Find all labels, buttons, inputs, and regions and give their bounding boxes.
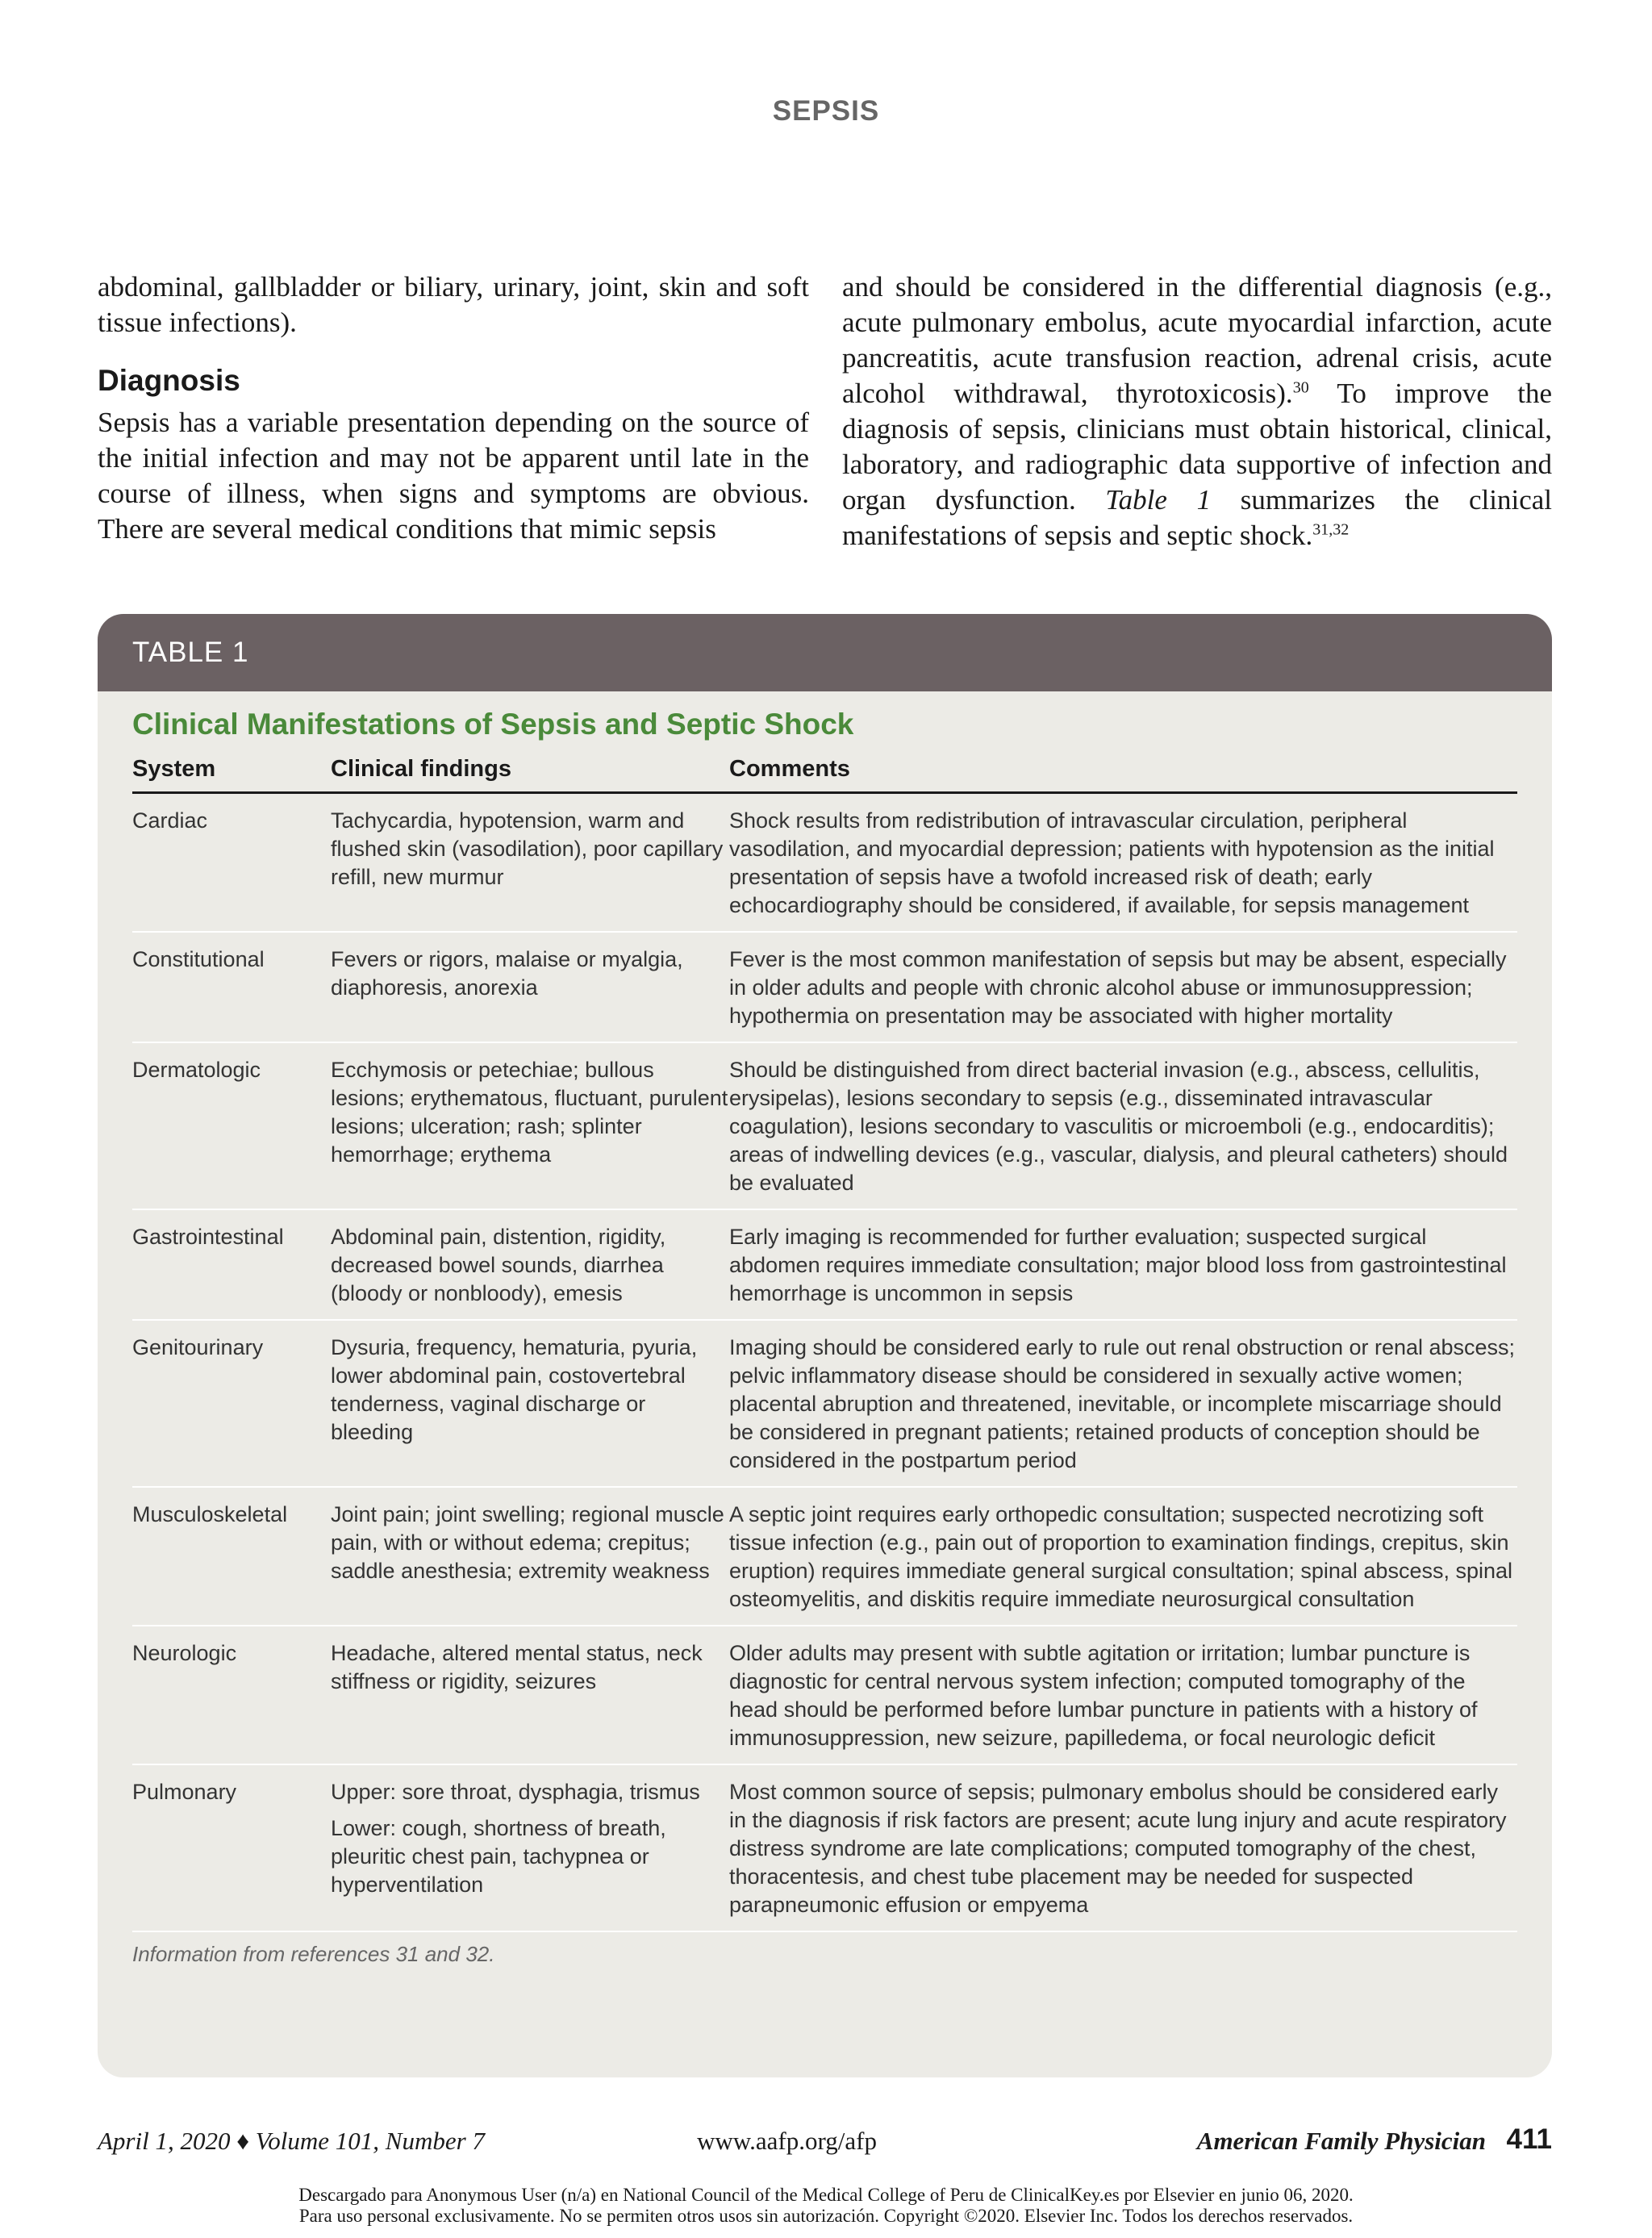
finding-text: Tachycardia, hypotension, warm and flushed skin (vasodilation), poor capillary refill, new murmur (331, 808, 724, 889)
table-body (132, 753, 1517, 1932)
finding-text: Upper: sore throat, dysphagia, trismus (331, 1780, 700, 1804)
footer-journal: American Family Physician (1196, 2127, 1486, 2155)
footer-date-volume: April 1, 2020 ♦ Volume 101, Number 7 (98, 2127, 485, 2155)
table-reference: Table 1 (1105, 484, 1212, 516)
table-footnote: Information from references 31 and 32. (132, 1942, 495, 1966)
header-comments: Comments (729, 756, 850, 782)
table-row (132, 933, 1517, 1043)
cell-comments: Most common source of sepsis; pulmonary embolus should be considered early in the diagnosis if risk factors are present; acute lung injury and acute respiratory distress syndrome are late complications; computed tomography of the chest, thoracentesis, and chest tube placement may be needed for suspected parapneumonic effusion or empyema (729, 1780, 1507, 1917)
page-number: 411 (1506, 2123, 1552, 2155)
table-row (132, 1043, 1517, 1210)
finding-text: Lower: cough, shortness of breath, pleuritic chest pain, tachypnea or hyperventilation (331, 1816, 666, 1897)
right-paragraph (842, 269, 1552, 553)
cell-system: Constitutional (132, 947, 265, 971)
cell-clinical-findings (331, 946, 729, 1030)
cell-comments: A septic joint requires early orthopedic consultation; suspected necrotizing soft tissue infection (e.g., pain out of proportion to examination findings, crepitus, skin eruption) requires immediate general surgical consultation; spinal abscess, spinal osteomyelitis, and diskitis require immediate neurosurgical consultation (729, 1502, 1513, 1611)
table-title: Clinical Manifestations of Sepsis and Septic Shock (132, 708, 854, 741)
right-text-b: To improve the diagnosis of sepsis, clinicians must obtain historical, clinical, laboratory, and radiographic data supportive of infection and organ dysfunction. (842, 378, 1552, 516)
right-text-c: summarizes the clinical manifestations of sepsis and septic shock. (842, 484, 1552, 551)
cell-system: Pulmonary (132, 1780, 237, 1804)
finding-text: Headache, altered mental status, neck stiffness or rigidity, seizures (331, 1641, 703, 1693)
cell-clinical-findings (331, 1334, 729, 1475)
left-column (98, 269, 809, 547)
citation-30: 30 (1292, 378, 1309, 397)
left-paragraph-1: abdominal, gallbladder or biliary, urinary, joint, skin and soft tissue infections). (98, 271, 809, 338)
left-paragraph-2: Sepsis has a variable presentation depending on the source of the initial infection and may not be apparent until late in the course of illness, when signs and symptoms are obvious. There are several medical conditions that mimic sepsis (98, 407, 809, 545)
cell-system: Genitourinary (132, 1335, 264, 1359)
download-disclaimer (0, 2185, 1652, 2227)
disclaimer-line-2: Para uso personal exclusivamente. No se permiten otros usos sin autorización. Copyright ©2020. Elsevier Inc. Todos los derechos reservados. (298, 2206, 1354, 2226)
finding-text: Fevers or rigors, malaise or myalgia, diaphoresis, anorexia (331, 947, 683, 1000)
header-clinical-findings: Clinical findings (331, 756, 511, 782)
finding-text: Joint pain; joint swelling; regional muscle pain, with or without edema; crepitus; saddle anesthesia; extremity weakness (331, 1502, 724, 1583)
cell-comments: Early imaging is recommended for further evaluation; suspected surgical abdomen requires immediate consultation; major blood loss from gastrointestinal hemorrhage is uncommon in sepsis (729, 1225, 1507, 1305)
cell-system: Dermatologic (132, 1058, 261, 1082)
finding-text: Ecchymosis or petechiae; bullous lesions; erythematous, fluctuant, purulent lesions; ulceration; rash; splinter hemorrhage; erythema (331, 1058, 728, 1167)
disclaimer-line-1: Descargado para Anonymous User (n/a) en National Council of the Medical College of Peru de ClinicalKey.es por Elsevier en junio 06, 2020. (298, 2185, 1354, 2205)
section-heading-diagnosis: Diagnosis (98, 364, 240, 397)
right-text-a: and should be considered in the differential diagnosis (e.g., acute pulmonary embolus, acute myocardial infarction, acute pancreatitis, acute transfusion reaction, adrenal crisis, acute alcohol withdrawal, thyrotoxicosis). (842, 271, 1552, 409)
table-row (132, 1765, 1517, 1932)
cell-system: Cardiac (132, 808, 208, 833)
cell-clinical-findings (331, 1639, 729, 1752)
table-rows (132, 794, 1517, 1932)
cell-clinical-findings (331, 1056, 729, 1197)
table-label: TABLE 1 (98, 614, 1552, 691)
page-footer (98, 2123, 1552, 2162)
table-row (132, 1321, 1517, 1488)
cell-clinical-findings (331, 807, 729, 920)
citation-31-32: 31,32 (1312, 520, 1350, 539)
table-row (132, 794, 1517, 933)
cell-comments: Fever is the most common manifestation of sepsis but may be absent, especially in older adults and people with chronic alcohol abuse or immunosuppression; hypothermia on presentation may be associated with higher mortality (729, 947, 1507, 1028)
table-row (132, 1626, 1517, 1765)
finding-text: Abdominal pain, distention, rigidity, decreased bowel sounds, diarrhea (bloody or nonbloody), emesis (331, 1225, 666, 1305)
table-row (132, 1488, 1517, 1626)
table-1 (98, 614, 1552, 2077)
cell-clinical-findings (331, 1778, 729, 1919)
cell-clinical-findings (331, 1501, 729, 1614)
right-column (842, 269, 1552, 553)
cell-system: Neurologic (132, 1641, 237, 1665)
cell-comments: Imaging should be considered early to rule out renal obstruction or renal abscess; pelvic inflammatory disease should be considered in sexually active women; placental abruption and threatened, inevitable, or incomplete miscarriage should be considered in pregnant patients; retained products of conception should be considered in the postpartum period (729, 1335, 1516, 1472)
cell-system: Musculoskeletal (132, 1502, 288, 1526)
cell-system: Gastrointestinal (132, 1225, 284, 1249)
table-header-row (132, 753, 1517, 794)
cell-comments: Older adults may present with subtle agitation or irritation; lumbar puncture is diagnostic for central nervous system infection; computed tomography of the head should be performed before lumbar puncture in patients with a history of immunosuppression, new seizure, papilledema, or focal neurologic deficit (729, 1641, 1478, 1750)
header-system: System (132, 756, 216, 782)
cell-comments: Shock results from redistribution of intravascular circulation, peripheral vasodilation, and myocardial depression; patients with hypotension as the initial presentation of sepsis have a twofold increased risk of death; early echocardiography should be considered, if available, for sepsis management (729, 808, 1495, 917)
running-head: SEPSIS (772, 95, 880, 127)
cell-comments: Should be distinguished from direct bacterial invasion (e.g., abscess, cellulitis, erysipelas), lesions secondary to sepsis (e.g., disseminated intravascular coagulation), lesions secondary to vasculitis or microemboli (e.g., endocarditis); areas of indwelling devices (e.g., vascular, dialysis, and pleural catheters) should be evaluated (729, 1058, 1508, 1195)
table-row (132, 1210, 1517, 1321)
finding-text: Dysuria, frequency, hematuria, pyuria, lower abdominal pain, costovertebral tenderness, vaginal discharge or bleeding (331, 1335, 698, 1444)
footer-url: www.aafp.org/afp (697, 2127, 877, 2155)
cell-clinical-findings (331, 1223, 729, 1308)
